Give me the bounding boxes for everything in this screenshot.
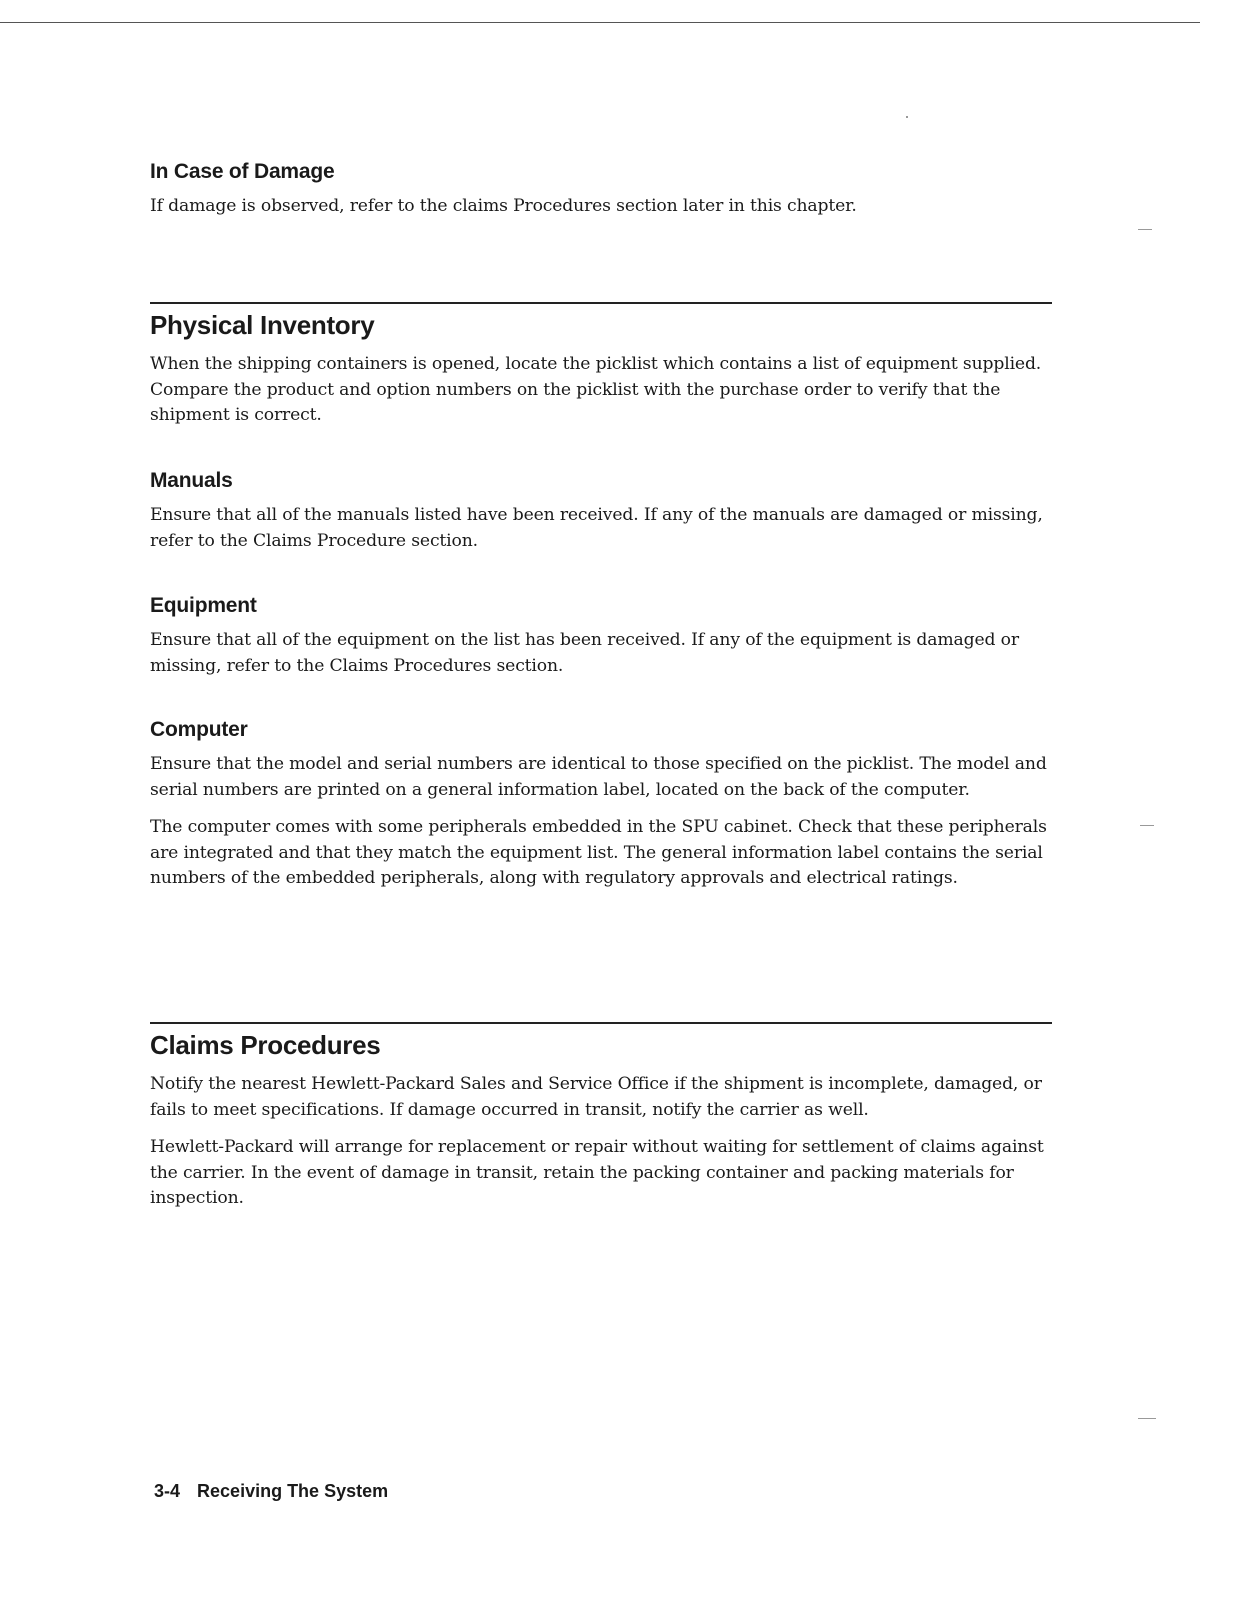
scan-mark xyxy=(1140,825,1154,826)
section-in-case-of-damage xyxy=(150,158,1060,220)
scan-mark xyxy=(1138,229,1152,230)
heading-physical-inventory: Physical Inventory xyxy=(150,310,375,340)
paragraph-computer-2: The computer comes with some peripherals embedded in the SPU cabinet. Check that these peripherals are integrated and that they match the equipment list. The general information label contains the serial numbers of the embedded peripherals, along with regulatory approvals and electrical ratings. xyxy=(150,817,1047,888)
paragraph-damage: If damage is observed, refer to the claims Procedures section later in this chapter. xyxy=(150,196,857,216)
heading-equipment: Equipment xyxy=(150,594,257,617)
heading-manuals: Manuals xyxy=(150,469,233,492)
section-equipment xyxy=(150,592,1060,679)
footer-chapter-title: Receiving The System xyxy=(197,1481,389,1501)
paragraph-claims-1: Notify the nearest Hewlett-Packard Sales and Service Office if the shipment is incomplete, damaged, or fails to meet specifications. If damage occurred in transit, notify the carrier as well. xyxy=(150,1074,1042,1120)
section-computer xyxy=(150,716,1060,892)
heading-in-case-of-damage: In Case of Damage xyxy=(150,160,335,183)
paragraph-manuals: Ensure that all of the manuals listed have been received. If any of the manuals are damaged or missing, refer to the Claims Procedure section. xyxy=(150,505,1043,551)
top-rule xyxy=(0,22,1200,23)
heading-claims-procedures: Claims Procedures xyxy=(150,1030,381,1060)
scan-mark xyxy=(1138,1418,1156,1419)
section-physical-inventory xyxy=(150,302,1060,429)
page-footer xyxy=(154,1481,388,1502)
footer-page-number: 3-4 xyxy=(154,1481,181,1501)
section-rule xyxy=(150,302,1052,304)
paragraph-computer-1: Ensure that the model and serial numbers are identical to those specified on the picklist. The model and serial numbers are printed on a general information label, located on the back of the computer. xyxy=(150,754,1047,800)
section-manuals xyxy=(150,467,1060,554)
paragraph-equipment: Ensure that all of the equipment on the list has been received. If any of the equipment is damaged or missing, refer to the Claims Procedures section. xyxy=(150,630,1019,676)
heading-computer: Computer xyxy=(150,718,248,741)
section-claims-procedures xyxy=(150,1022,1060,1212)
paragraph-claims-2: Hewlett-Packard will arrange for replacement or repair without waiting for settlement of claims against the carrier. In the event of damage in transit, retain the packing container and packing materials for inspection. xyxy=(150,1137,1044,1208)
paragraph-inventory: When the shipping containers is opened, locate the picklist which contains a list of equipment supplied. Compare the product and option numbers on the picklist with the purchase order to verify that the shipment is correct. xyxy=(150,354,1042,425)
section-rule xyxy=(150,1022,1052,1024)
scan-mark xyxy=(906,116,908,118)
